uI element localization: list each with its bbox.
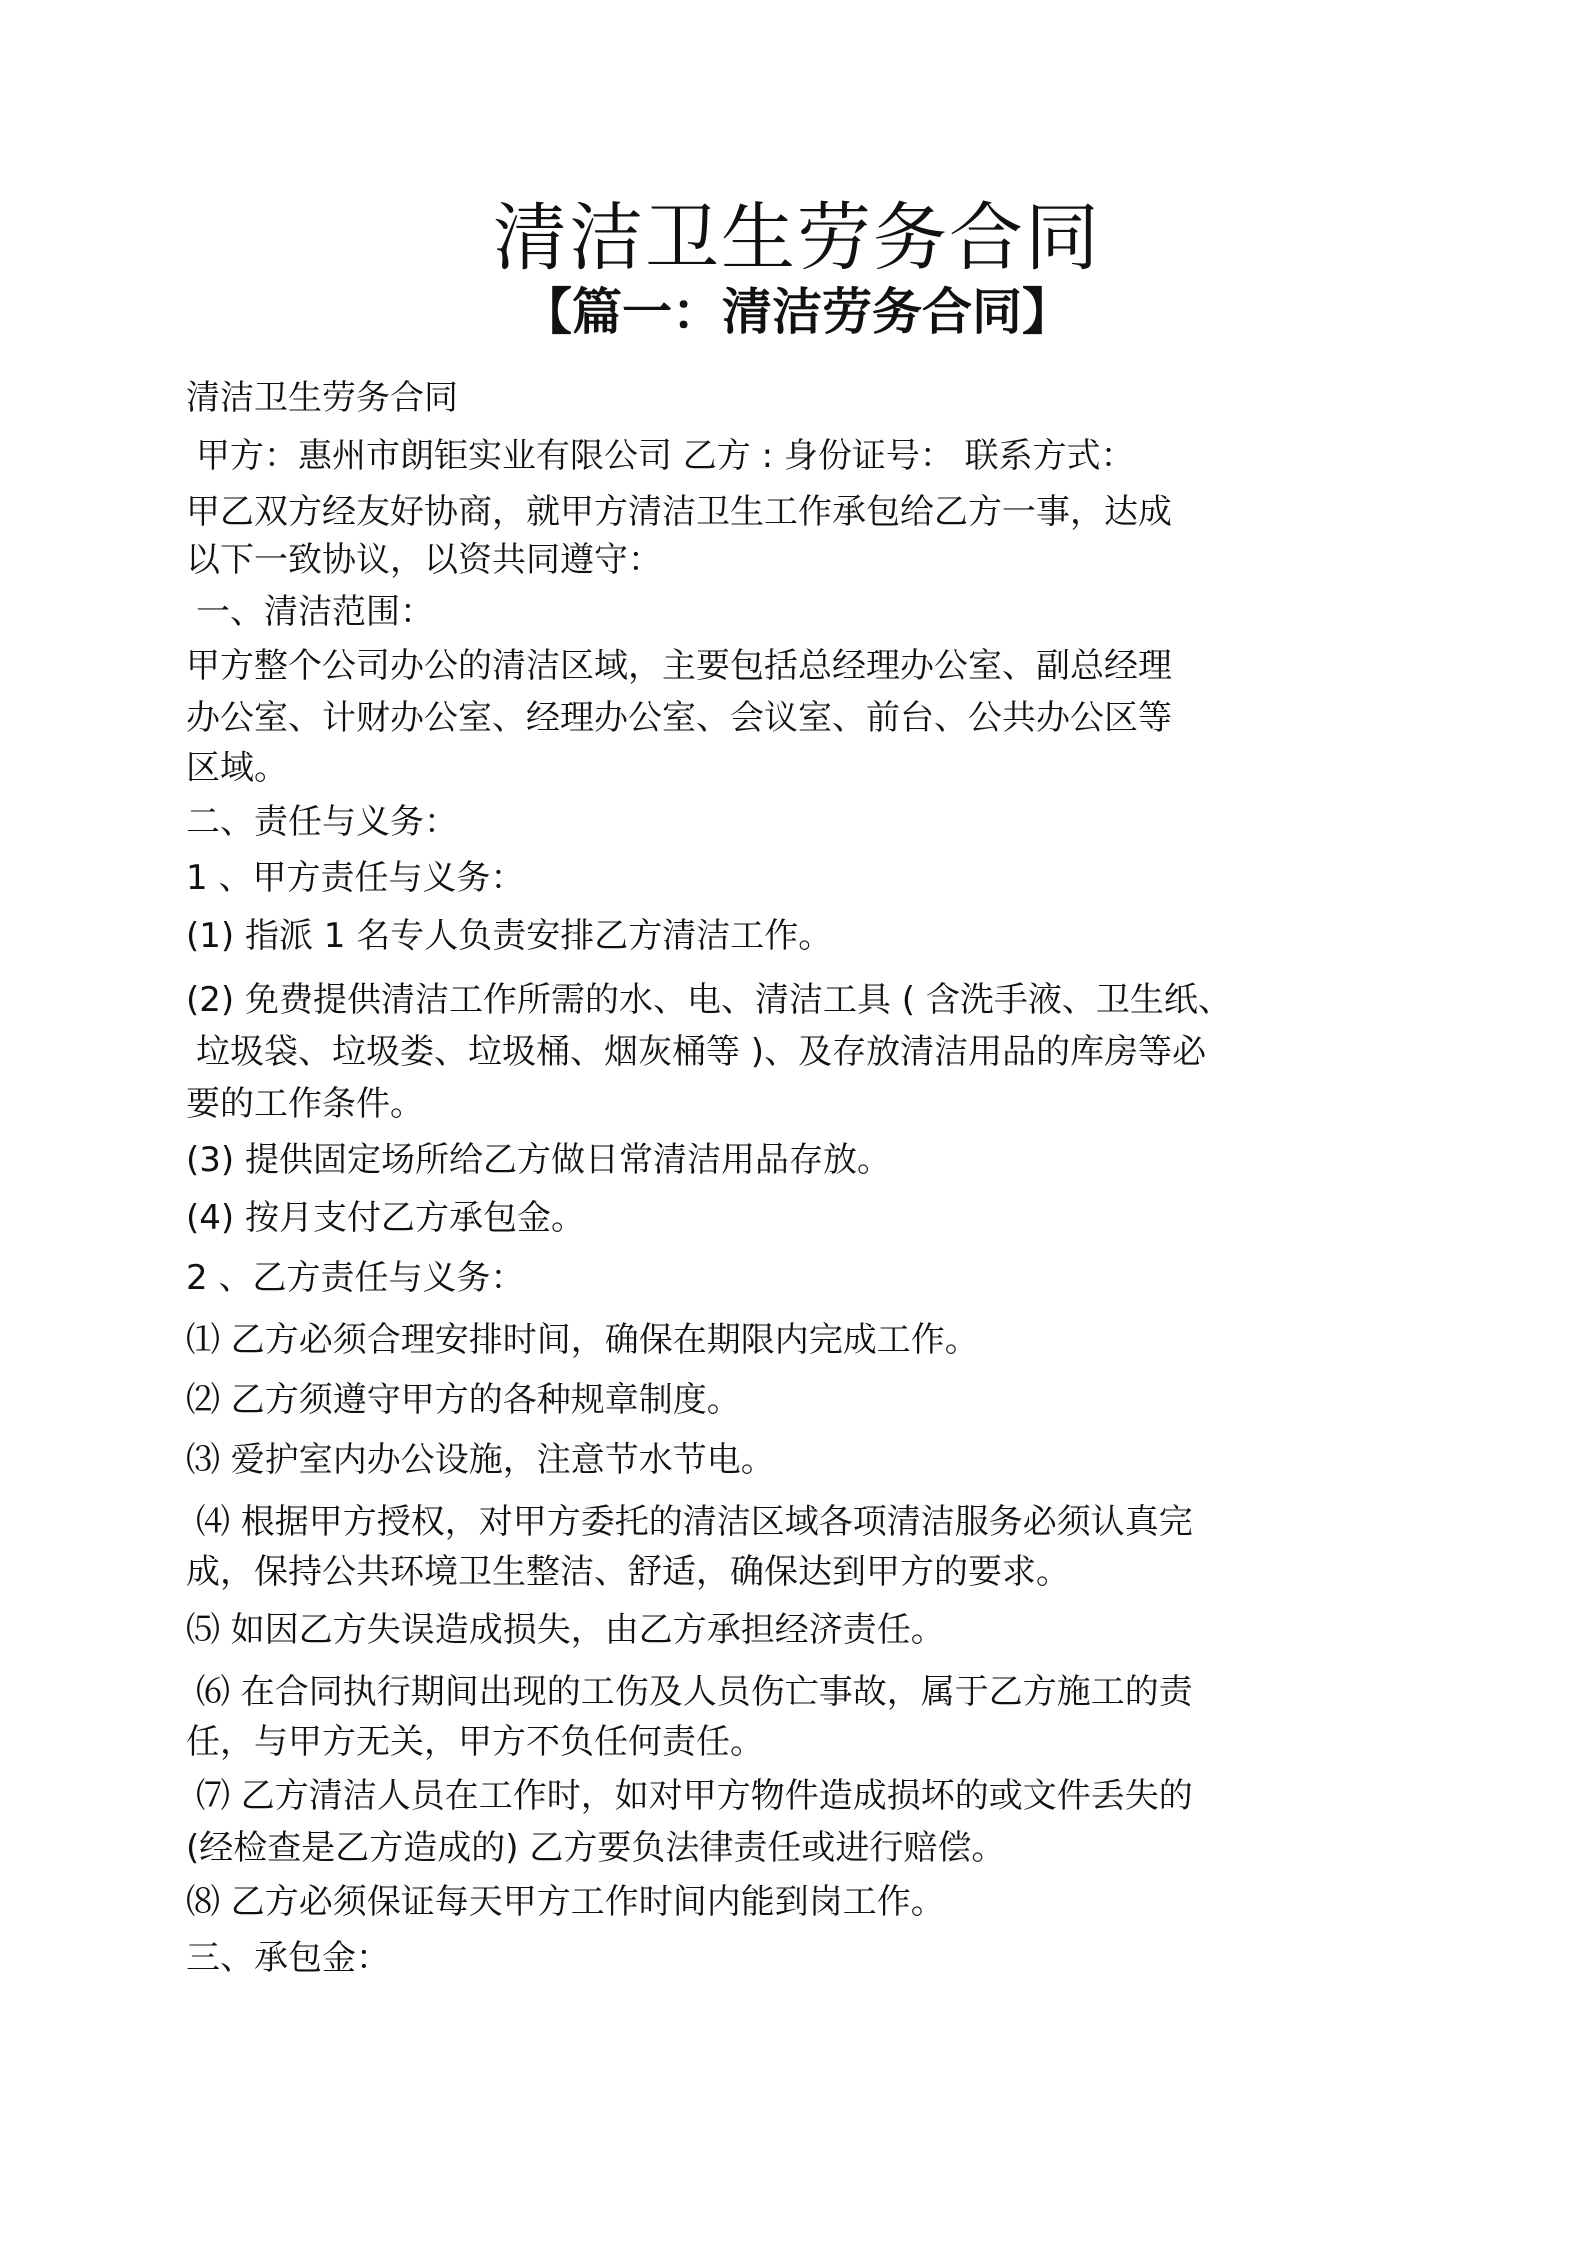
list-item: (3) 提供固定场所给乙方做日常清洁用品存放。 — [186, 1140, 891, 1180]
list-item-continuation: 要的工作条件。 — [186, 1084, 424, 1124]
list-item: (2) 免费提供清洁工作所需的水、电、清洁工具 ( 含洗手液、卫生纸、 — [186, 980, 1232, 1020]
list-item-continuation: 任，与甲方无关，甲方不负任何责任。 — [186, 1722, 764, 1762]
list-item-continuation: 垃圾袋、垃圾娄、垃圾桶、烟灰桶等 )、及存放清洁用品的库房等必 — [196, 1032, 1207, 1072]
section-heading: 三、承包金： — [186, 1938, 390, 1978]
body-line: 甲方：惠州市朗钜实业有限公司 乙方 : 身份证号： 联系方式： — [196, 436, 1135, 476]
list-item: ⑵ 乙方须遵守甲方的各种规章制度。 — [186, 1380, 741, 1420]
body-line: 区域。 — [186, 748, 288, 788]
list-item: (4) 按月支付乙方承包金。 — [186, 1198, 585, 1238]
body-line: 甲方整个公司办公的清洁区域，主要包括总经理办公室、副总经理 — [186, 646, 1172, 686]
list-item: ⑻ 乙方必须保证每天甲方工作时间内能到岗工作。 — [186, 1882, 945, 1922]
document-title: 清洁卫生劳务合同 — [493, 195, 1101, 281]
list-item: ⑹ 在合同执行期间出现的工伤及人员伤亡事故，属于乙方施工的责 — [196, 1672, 1193, 1712]
document-subtitle: 【篇一：清洁劳务合同】 — [522, 283, 1072, 341]
list-item: ⑸ 如因乙方失误造成损失，由乙方承担经济责任。 — [186, 1610, 945, 1650]
body-line: 清洁卫生劳务合同 — [186, 378, 458, 418]
subsection-heading: 2 、乙方责任与义务： — [186, 1258, 525, 1298]
list-item: ⑺ 乙方清洁人员在工作时，如对甲方物件造成损坏的或文件丢失的 — [196, 1776, 1193, 1816]
list-item: ⑴ 乙方必须合理安排时间，确保在期限内完成工作。 — [186, 1320, 979, 1360]
body-line: 甲乙双方经友好协商，就甲方清洁卫生工作承包给乙方一事，达成 — [186, 492, 1172, 532]
section-heading: 一、清洁范围： — [196, 592, 434, 632]
list-item: ⑷ 根据甲方授权，对甲方委托的清洁区域各项清洁服务必须认真完 — [196, 1502, 1193, 1542]
list-item: (1) 指派 1 名专人负责安排乙方清洁工作。 — [186, 916, 833, 956]
list-item-continuation: (经检查是乙方造成的) 乙方要负法律责任或进行赔偿。 — [186, 1828, 1006, 1868]
list-item: ⑶ 爱护室内办公设施，注意节水节电。 — [186, 1440, 775, 1480]
subsection-heading: 1 、甲方责任与义务： — [186, 858, 525, 898]
body-line: 以下一致协议，以资共同遵守： — [186, 540, 662, 580]
section-heading: 二、责任与义务： — [186, 802, 458, 842]
list-item-continuation: 成，保持公共环境卫生整洁、舒适，确保达到甲方的要求。 — [186, 1552, 1070, 1592]
body-line: 办公室、计财办公室、经理办公室、会议室、前台、公共办公区等 — [186, 698, 1172, 738]
